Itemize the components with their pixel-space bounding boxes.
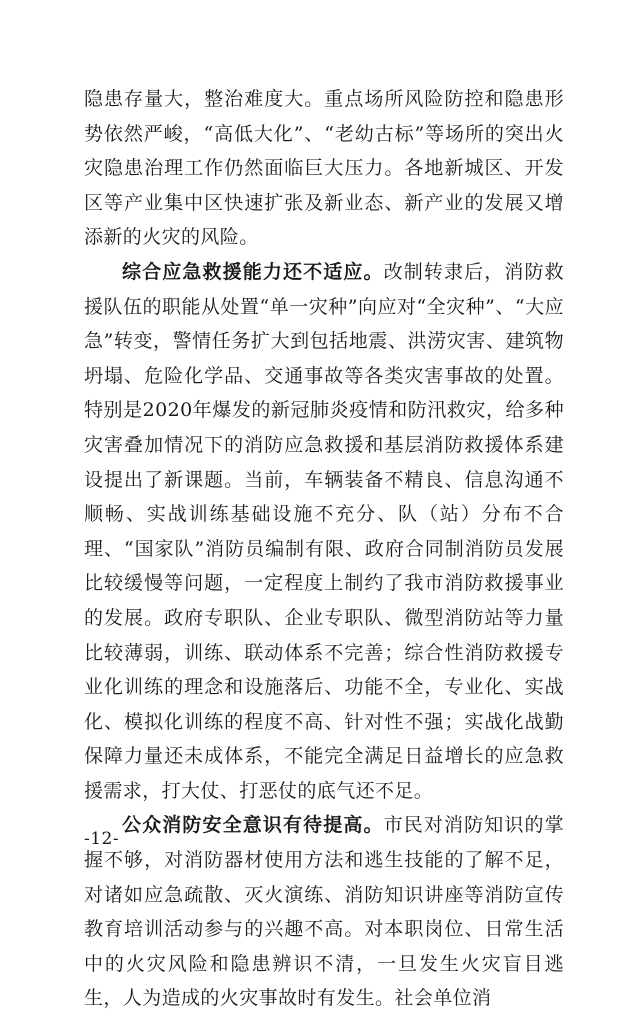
paragraph-lead-heading: 公众消防安全意识有待提高。 [122,814,384,837]
paragraph-text: 市民对消防知识的掌握不够，对消防器材使用方法和逃生技能的了解不足，对诸如应急疏散、灭火演练、消防知识讲座等消防宣传教育培训活动参与的兴趣不高。对本职岗位、日常生活中的火灾风险和隐患辨识不清，一旦发生火灾盲目逃生，人为造成的火灾事故时有发生。社会单位消 [84,814,564,1010]
paragraph-text: 隐患存量大，整治难度大。重点场所风险防控和隐患形势依然严峻，“高低大化”、“老幼古标”等场所的突出火灾隐患治理工作仍然面临巨大压力。各地新城区、开发区等产业集中区快速扩张及新业态、新产业的发展又增添新的火灾的风险。 [84,88,564,249]
page-number: -12- [84,829,120,849]
paragraph-lead-heading: 综合应急救援能力还不适应。 [122,260,384,283]
paragraph-public-awareness [84,808,564,1016]
paragraph-hidden-dangers [84,82,564,255]
paragraph-emergency-rescue [84,255,564,809]
paragraph-text: 改制转隶后，消防救援队伍的职能从处置“单一灾种”向应对“全灾种”、“大应急”转变，警情任务扩大到包括地震、洪涝灾害、建筑物坍塌、危险化学品、交通事故等各类灾害事故的处置。特别是2020年爆发的新冠肺炎疫情和防汛救灾，给多种灾害叠加情况下的消防应急救援和基层消防救援体系建设提出了新课题。当前，车辆装备不精良、信息沟通不顺畅、实战训练基础设施不充分、队（站）分布不合理、“国家队”消防员编制有限、政府合同制消防员发展比较缓慢等问题，一定程度上制约了我市消防救援事业的发展。政府专职队、企业专职队、微型消防站等力量比较薄弱，训练、联动体系不完善；综合性消防救援专业化训练的理念和设施落后、功能不全，专业化、实战化、模拟化训练的程度不高、针对性不强；实战化战勤保障力量还未成体系，不能完全满足日益增长的应急救援需求，打大仗、打恶仗的底气还不足。 [84,260,564,802]
body-text [84,82,564,1016]
